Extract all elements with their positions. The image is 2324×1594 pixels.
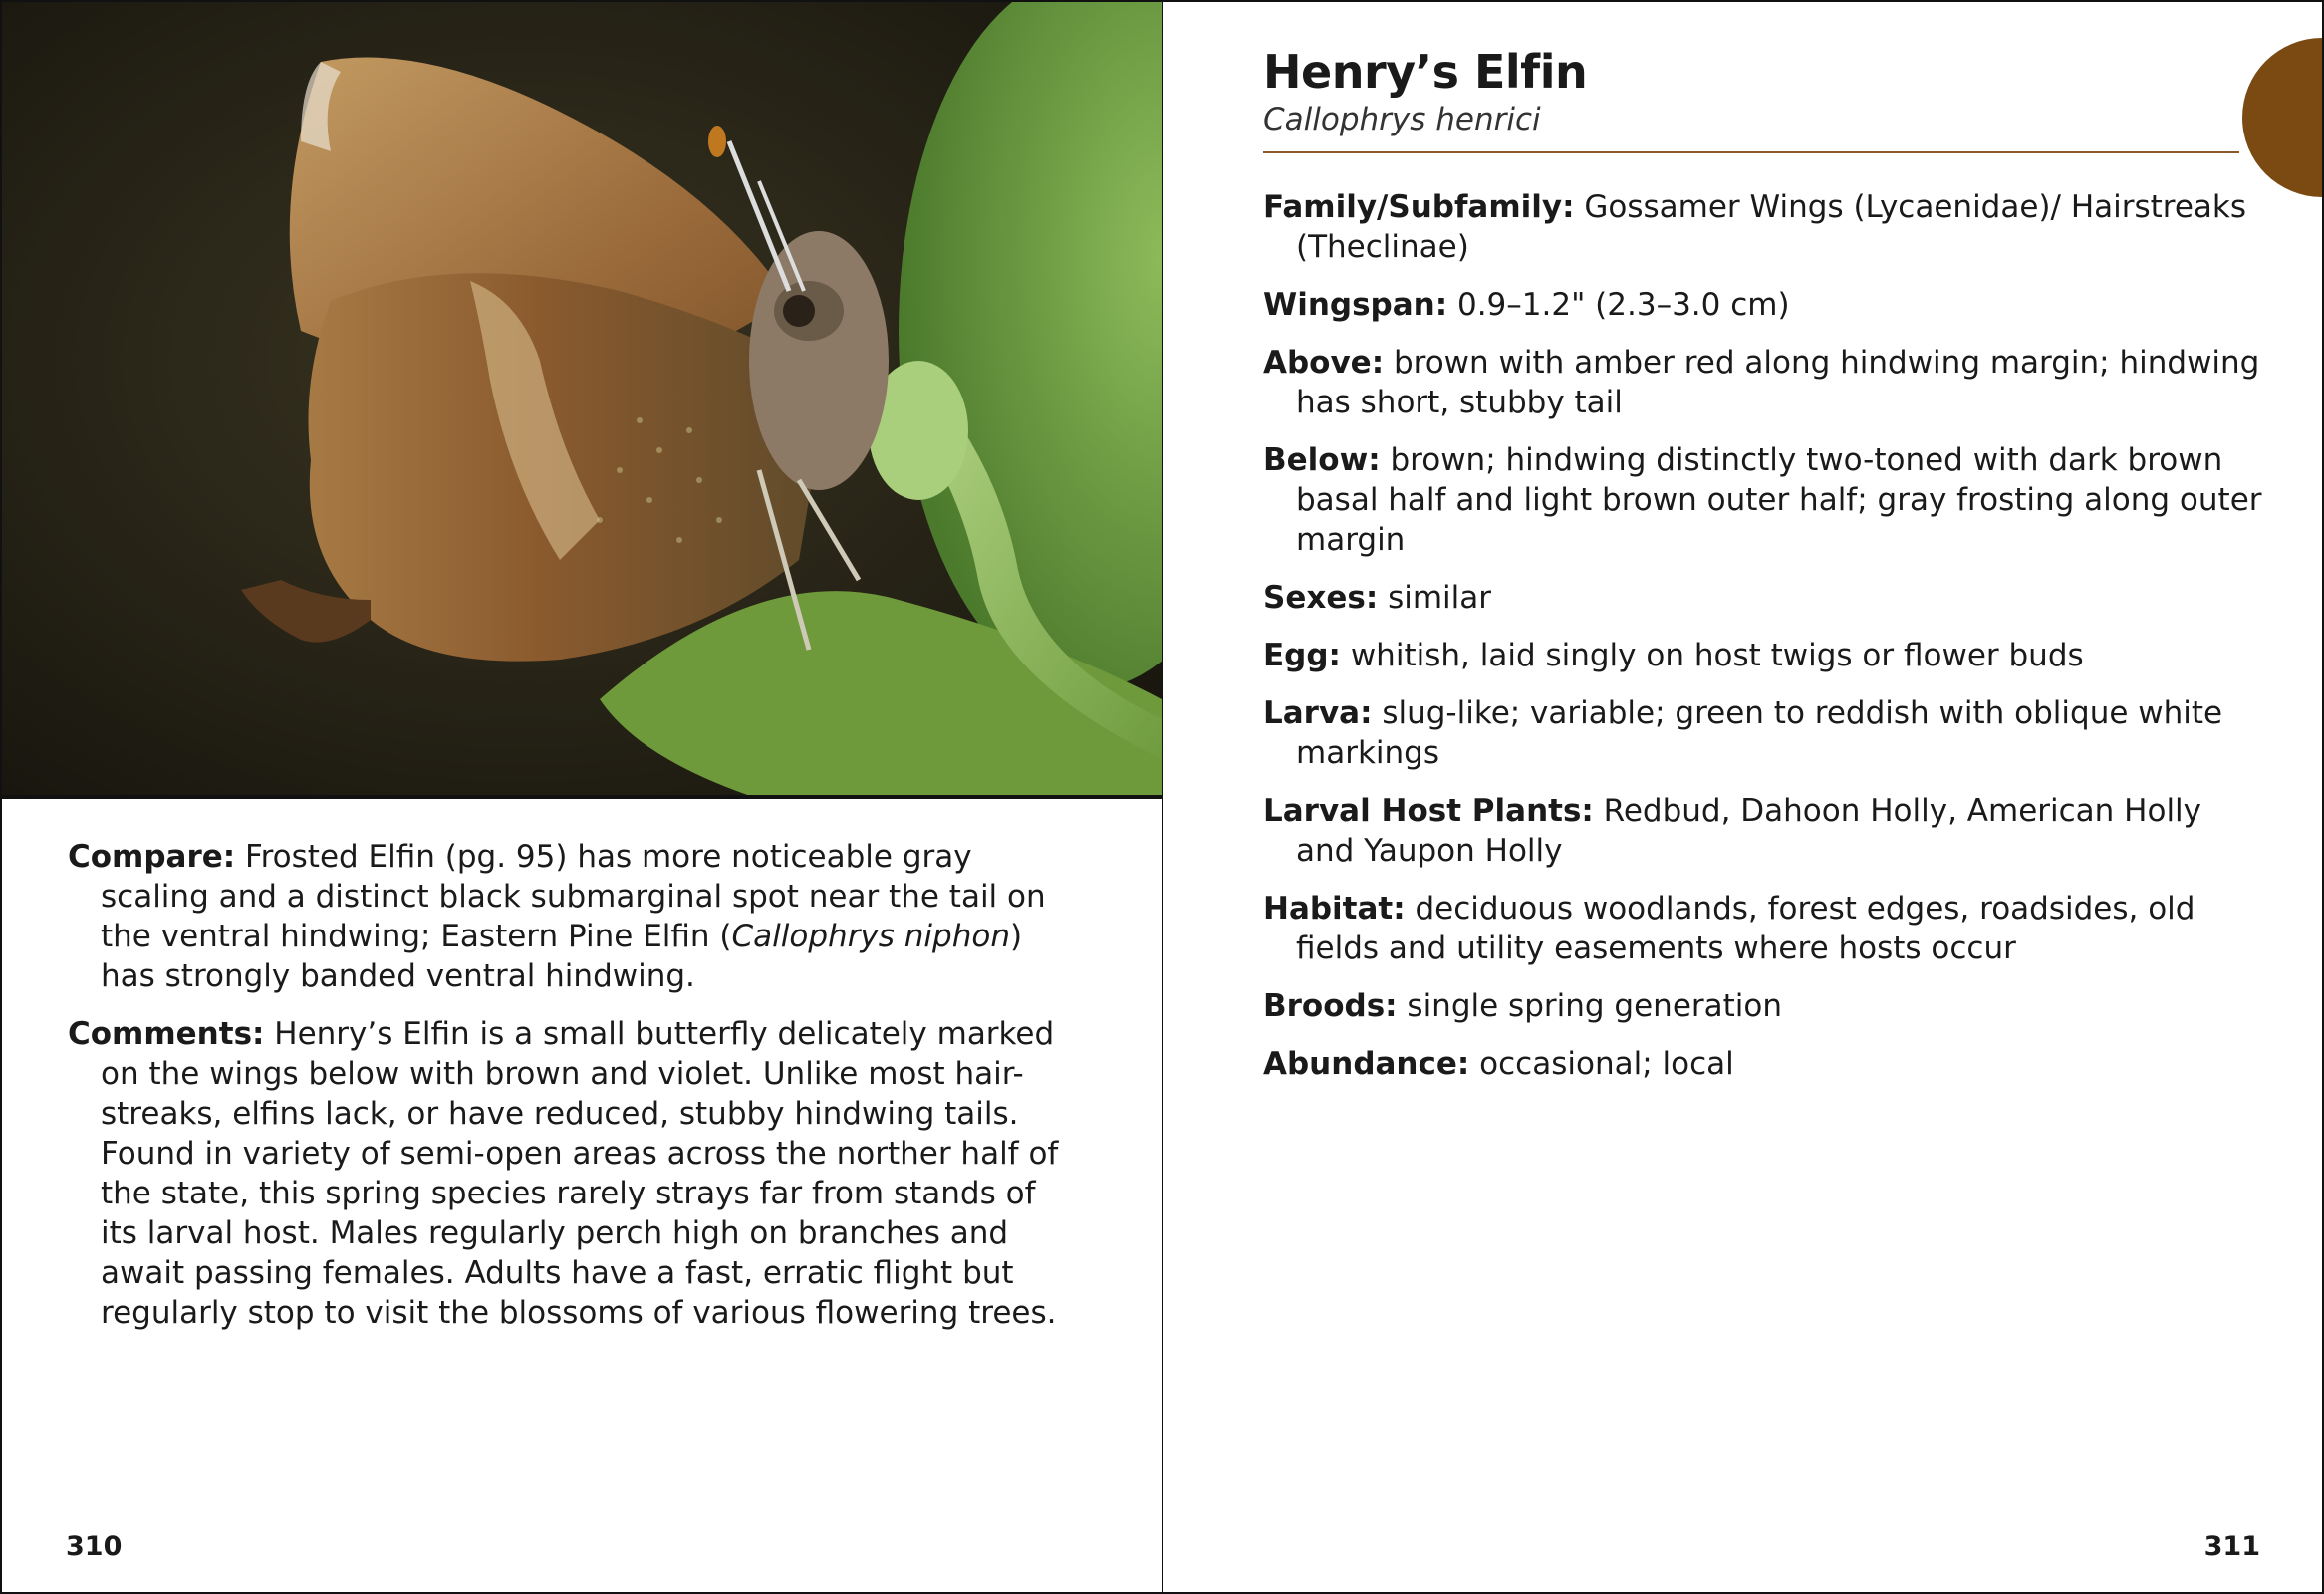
fact-text: single spring generation — [1407, 988, 1783, 1024]
fact-text: brown; hindwing distinctly two-toned with dark brown basal half and light brown outer half; gray frosting along outer margin — [1296, 442, 2262, 558]
fact-label: Larval Host Plants: — [1263, 793, 1594, 829]
fact-habitat — [1263, 889, 2269, 968]
fact-host-plants — [1263, 791, 2269, 871]
section-tab — [2242, 38, 2324, 197]
fact-text: deciduous woodlands, forest edges, roadsides, old fields and utility easements where hosts occur — [1296, 891, 2195, 966]
comments-label: Comments: — [68, 1016, 265, 1052]
left-text-block — [68, 837, 1074, 1351]
fact-text: 0.9–1.2" (2.3–3.0 cm) — [1456, 287, 1790, 323]
compare-entry — [68, 837, 1074, 996]
species-latin-name: Callophrys henrici — [1263, 102, 1541, 137]
right-page — [1162, 0, 2324, 1594]
fact-label: Wingspan: — [1263, 287, 1448, 323]
butterfly-photo — [2, 2, 1162, 799]
compare-text-2: ) has strongly banded ventral hindwing. — [101, 919, 1023, 994]
comments-text: Henry’s Elfin is a small butterfly delicately marked on the wings below with brown and violet. Unlike most hair-streaks, elfins lack, or have reduced, stubby hindwing tails. Found in variety of semi-open areas across the norther half of the state, this spring species rarely strays far from stands of its larval host. Males regularly perch high on branches and await passing females. Adults have a fast, erratic flight but regularly stop to visit the blossoms of various flowering trees. — [101, 1016, 1059, 1331]
fact-larva — [1263, 693, 2269, 773]
compare-label: Compare: — [68, 839, 236, 875]
compare-latin: Callophrys niphon — [731, 919, 1010, 954]
fact-text: Gossamer Wings (Lycaenidae)/ Hairstreaks (Theclinae) — [1296, 189, 2247, 265]
fact-wingspan — [1263, 285, 2269, 325]
fact-label: Larva: — [1263, 695, 1373, 731]
fact-label: Sexes: — [1263, 580, 1379, 616]
species-facts — [1263, 187, 2269, 1102]
compare-text-1: Frosted Elfin (pg. 95) has more noticeable gray scaling and a distinct black submarginal spot near the tail on the ventral hindwing; Eastern Pine Elfin ( — [101, 839, 1046, 954]
fact-abundance — [1263, 1044, 2269, 1084]
fact-text: whitish, laid singly on host twigs or flower buds — [1350, 638, 2084, 673]
fact-above — [1263, 343, 2269, 422]
fact-below — [1263, 440, 2269, 560]
fact-label: Below: — [1263, 442, 1381, 478]
comments-entry — [68, 1014, 1074, 1333]
fact-egg — [1263, 636, 2269, 675]
fact-text: brown with amber red along hindwing margin; hindwing has short, stubby tail — [1296, 345, 2260, 420]
fact-label: Egg: — [1263, 638, 1341, 673]
fact-label: Family/Subfamily: — [1263, 189, 1575, 225]
title-rule — [1263, 151, 2239, 153]
fact-label: Broods: — [1263, 988, 1398, 1024]
fact-text: occasional; local — [1479, 1046, 1734, 1082]
species-title: Henry’s Elfin — [1263, 45, 1588, 99]
fact-broods — [1263, 986, 2269, 1026]
butterfly-illustration — [2, 2, 1162, 799]
fact-family — [1263, 187, 2269, 267]
fact-label: Abundance: — [1263, 1046, 1470, 1082]
fact-text: Redbud, Dahoon Holly, American Holly and Yaupon Holly — [1296, 793, 2202, 869]
fact-text: similar — [1388, 580, 1492, 616]
fact-label: Habitat: — [1263, 891, 1406, 927]
fact-label: Above: — [1263, 345, 1385, 381]
fact-sexes — [1263, 578, 2269, 618]
fact-text: slug-like; variable; green to reddish with oblique white markings — [1296, 695, 2223, 771]
page-number-right: 311 — [2203, 1531, 2260, 1562]
page-number-left: 310 — [66, 1531, 123, 1562]
